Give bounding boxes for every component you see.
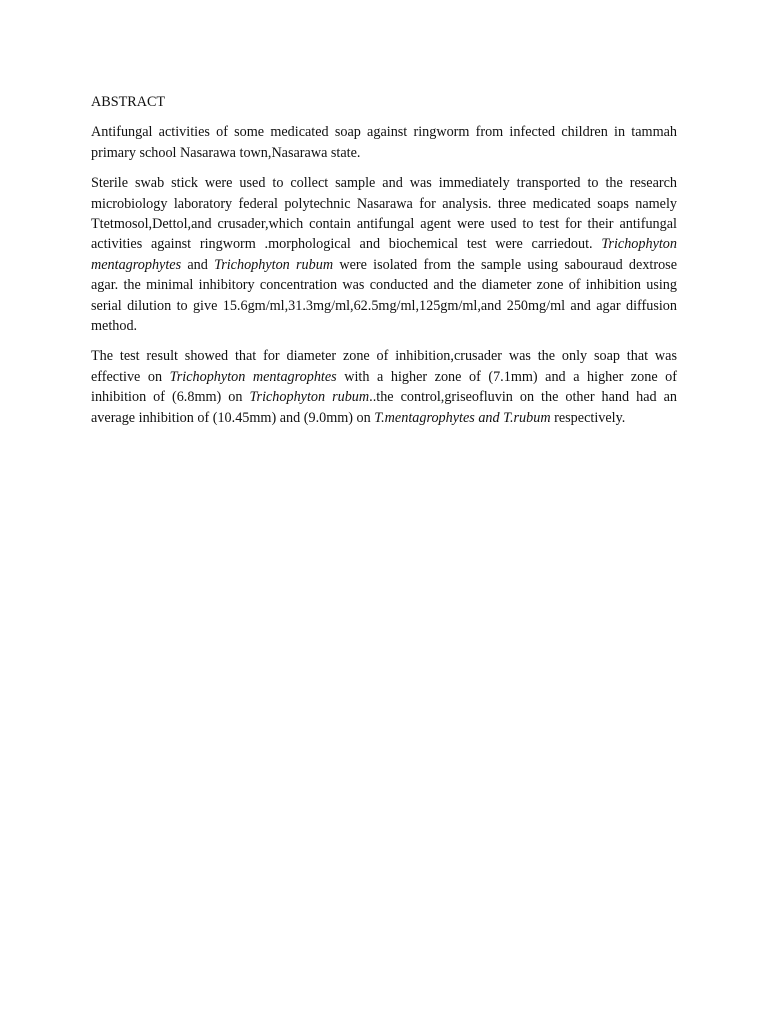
methods-text-1: Sterile swab stick were used to collect sample and was immediately transported to the research microbiology laboratory federal polytechnic Nasarawa for analysis. three medicated soaps namely Ttetmosol,Dettol,and crusader,which contain antifungal agent were used to test for their antifungal activities against ringworm .morphological and biochemical test were carriedout. [91, 175, 677, 253]
results-paragraph [91, 346, 677, 428]
results-text-3: ..the control,griseofluvin on the other hand had an average inhibition of (10.45mm) and (9.0mm) on [91, 389, 677, 426]
results-text-2: with a higher zone of (7.1mm) and a higher zone of inhibition of (6.8mm) on [91, 368, 677, 406]
methods-paragraph [91, 173, 677, 336]
methods-text-2: and [181, 256, 215, 273]
species-name-rubum-2: Trichophyton rubum [249, 389, 370, 406]
species-name-rubum: Trichophyton rubum [214, 256, 334, 273]
species-name-mentagrophytes: Trichophyton mentagrophytes [91, 236, 677, 273]
abstract-title-paragraph: Antifungal activities of some medicated soap against ringworm from infected children in tammah primary school Nasarawa town,Nasarawa state. [91, 124, 677, 161]
results-text-4: respectively. [550, 409, 626, 426]
abstract-heading: ABSTRACT [91, 94, 166, 110]
results-text-1: The test result showed that for diameter zone of inhibition,crusader was the only soap that was effective on [91, 348, 677, 385]
species-abbreviations: T.mentagrophytes and T.rubum [374, 409, 551, 426]
methods-text-3: were isolated from the sample using sabouraud dextrose agar. the minimal inhibitory concentration was conducted and the diameter zone of inhibition using serial dilution to give 15.6gm/ml,31.3mg/ml,62.5mg/ml,125gm/ml,and 250mg/ml and agar diffusion method. [91, 256, 677, 335]
abstract-section [91, 92, 677, 438]
species-name-mentagrophtes: Trichophyton mentagrophtes [169, 368, 337, 385]
